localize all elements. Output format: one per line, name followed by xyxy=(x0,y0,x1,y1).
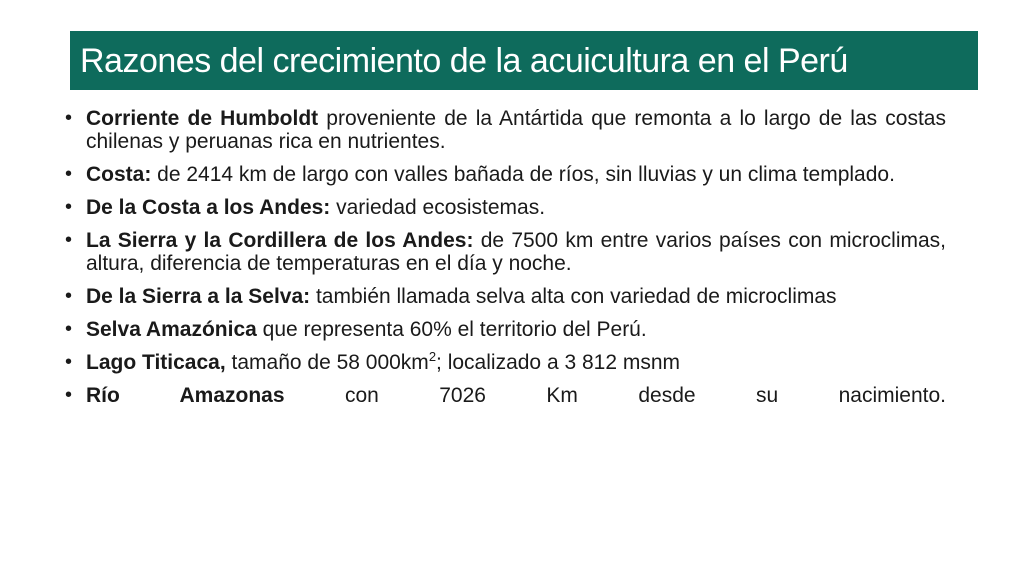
bullet-costa-andes xyxy=(62,196,946,219)
title-bar xyxy=(70,31,978,90)
bullet-costa xyxy=(62,163,946,186)
bullet-bold: Lago Titicaca, xyxy=(86,351,226,374)
bullet-text: que representa 60% el territorio del Perú. xyxy=(256,318,647,341)
bullet-bold: Selva Amazónica xyxy=(86,318,257,341)
bullet-bold: Río Amazonas xyxy=(86,384,285,407)
bullet-rio-amazonas xyxy=(62,384,946,407)
bullet-text: también llamada selva alta con variedad de microclimas xyxy=(310,285,837,308)
bullet-bold: La Sierra y la Cordillera de los Andes: xyxy=(86,229,474,252)
superscript: 2 xyxy=(428,349,437,364)
bullet-list xyxy=(62,107,946,417)
bullet-text: de 2414 km de largo con valles bañada de ríos, sin lluvias y un clima templado. xyxy=(151,163,895,186)
bullet-sierra-cordillera xyxy=(62,229,946,275)
bullet-bold: Corriente de Humboldt xyxy=(86,107,319,130)
bullet-humboldt xyxy=(62,107,946,153)
bullet-text: de 7500 km entre varios países con microclimas, altura, diferencia de temperaturas en el día y noche. xyxy=(86,229,947,275)
bullet-selva-amazonica xyxy=(62,318,946,341)
bullet-lago-titicaca xyxy=(62,351,946,374)
bullet-text: variedad ecosistemas. xyxy=(330,196,546,219)
bullet-bold: De la Sierra a la Selva: xyxy=(86,285,311,308)
bullet-text-2: ; localizado a 3 812 msnm xyxy=(436,351,681,374)
bullet-text: con 7026 Km desde su nacimiento. xyxy=(284,384,946,407)
bullet-bold: De la Costa a los Andes: xyxy=(86,196,331,219)
bullet-sierra-selva xyxy=(62,285,946,308)
bullet-bold: Costa: xyxy=(86,163,152,186)
bullet-text: tamaño de 58 000km xyxy=(225,351,429,374)
slide-title: Razones del crecimiento de la acuicultura en el Perú xyxy=(80,41,848,80)
bullet-text: proveniente de la Antártida que remonta a lo largo de las costas chilenas y peruanas rica en nutrientes. xyxy=(86,107,946,153)
